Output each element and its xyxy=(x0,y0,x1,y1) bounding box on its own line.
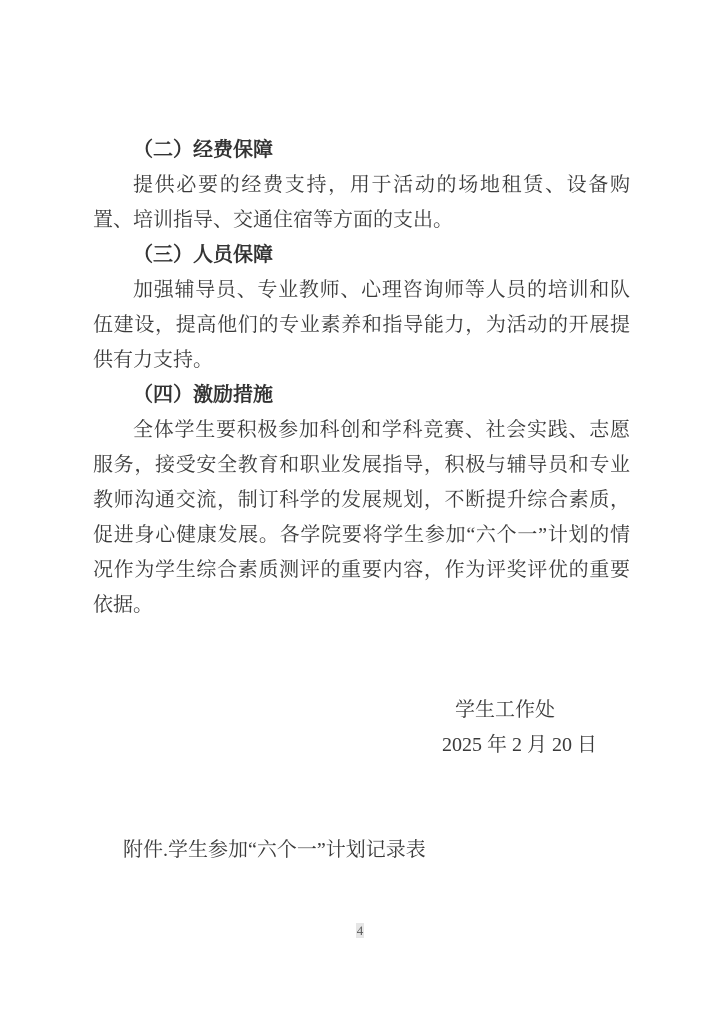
page-footer xyxy=(0,923,720,939)
document-body xyxy=(93,133,630,868)
section-paragraph-funding: 提供必要的经费支持，用于活动的场地租赁、设备购置、培训指导、交通住宿等方面的支出。 xyxy=(93,174,630,231)
attachment-note: 附件.学生参加“六个一”计划记录表 xyxy=(123,839,426,861)
signature-block xyxy=(93,693,630,763)
page-number: 4 xyxy=(356,923,364,938)
signature-date: 2025 年 2 月 20 日 xyxy=(442,734,597,756)
signature-organization: 学生工作处 xyxy=(455,699,555,721)
section-heading-funding: （二）经费保障 xyxy=(133,139,273,161)
section-paragraph-incentive: 全体学生要积极参加科创和学科竞赛、社会实践、志愿服务，接受安全教育和职业发展指导，积极与辅导员和专业教师沟通交流，制订科学的发展规划，不断提升综合素质，促进身心健康发展。各学院要将学生参加“六个一”计划的情况作为学生综合素质测评的重要内容，作为评奖评优的重要依据。 xyxy=(93,419,630,616)
section-paragraph-personnel: 加强辅导员、专业教师、心理咨询师等人员的培训和队伍建设，提高他们的专业素养和指导能力，为活动的开展提供有力支持。 xyxy=(93,279,630,371)
section-heading-incentive: （四）激励措施 xyxy=(133,384,273,406)
section-heading-personnel: （三）人员保障 xyxy=(133,244,273,266)
